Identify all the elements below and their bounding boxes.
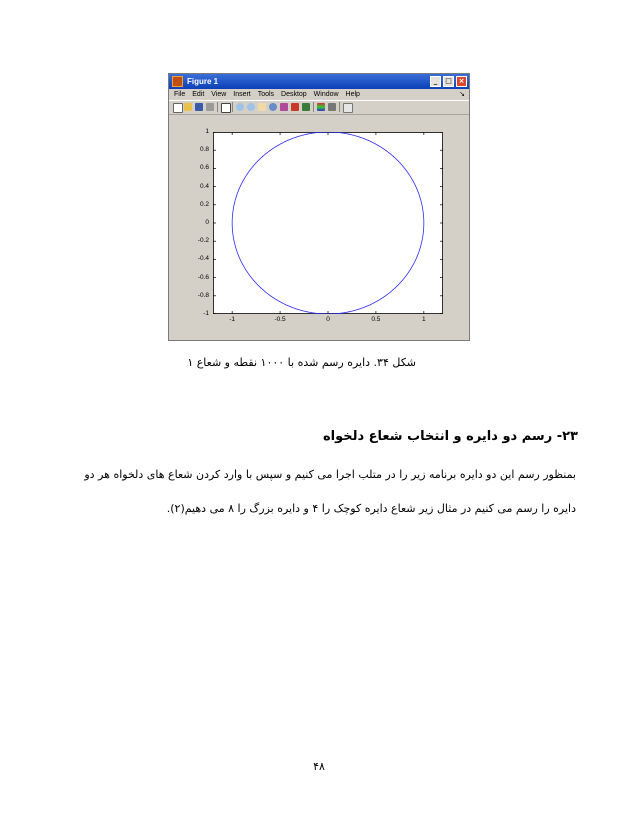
rotate-icon[interactable]: [269, 103, 277, 111]
plot-axes: [213, 132, 443, 314]
y-tick-label: 0.6: [199, 164, 209, 172]
plot-canvas: [213, 132, 443, 314]
dock-arrow-icon[interactable]: ↘: [459, 91, 465, 98]
y-tick-label: -0.6: [197, 273, 209, 281]
menu-insert[interactable]: Insert: [233, 91, 251, 98]
toolbar-separator: [313, 102, 314, 112]
y-tick-label: -1: [203, 310, 209, 317]
pointer-icon[interactable]: [221, 103, 231, 113]
menu-help[interactable]: Help: [345, 91, 360, 98]
colorbar-icon[interactable]: [317, 103, 325, 111]
link-icon[interactable]: [302, 103, 310, 111]
paragraph-line: دایره را رسم می کنیم در مثال زیر شعاع دایره کوچک را ۴ و دایره بزرگ را ۸ می دهیم(۲).: [166, 502, 576, 515]
page-number: ۴۸: [313, 760, 325, 773]
y-tick-label: 0.2: [199, 200, 209, 208]
save-icon[interactable]: [195, 103, 203, 111]
window-title-bar[interactable]: [169, 74, 469, 89]
y-tick-label: 0: [205, 219, 209, 226]
matlab-figure-window: [168, 73, 470, 341]
legend-icon[interactable]: [328, 103, 336, 111]
window-title: Figure 1: [187, 77, 219, 86]
new-figure-icon[interactable]: [173, 103, 183, 113]
y-tick-label: -0.2: [197, 237, 209, 245]
toolbar-separator: [217, 102, 218, 112]
menu-window[interactable]: Window: [313, 91, 339, 98]
pan-icon[interactable]: [258, 103, 266, 111]
toolbar-separator: [232, 102, 233, 112]
open-file-icon[interactable]: [184, 103, 192, 111]
y-tick-label: -0.8: [197, 291, 209, 299]
menu-file[interactable]: File: [174, 91, 186, 98]
zoom-out-icon[interactable]: [247, 103, 255, 111]
x-tick-label: 1: [422, 316, 426, 323]
print-icon[interactable]: [206, 103, 214, 111]
menu-view[interactable]: View: [211, 91, 227, 98]
menu-desktop[interactable]: Desktop: [281, 91, 307, 98]
y-tick-label: 1: [205, 128, 209, 135]
menu-bar: [169, 89, 469, 100]
brush-icon[interactable]: [291, 103, 299, 111]
y-tick-label: -0.4: [197, 255, 209, 263]
axes-frame: [214, 133, 443, 314]
figure-caption: شکل ۳۴. دایره رسم شده با ۱۰۰۰ نقطه و شعاع ۱: [187, 356, 416, 369]
zoom-in-icon[interactable]: [236, 103, 244, 111]
paragraph-line: بمنظور رسم این دو دایره برنامه زیر را در متلب اجرا می کنیم و سپس با وارد کردن شعاع های دلخواه هر دو: [84, 468, 576, 481]
section-heading: ۲۳- رسم دو دایره و انتخاب شعاع دلخواه: [322, 429, 578, 444]
minimize-button[interactable]: _: [430, 76, 441, 87]
maximize-button[interactable]: □: [443, 76, 454, 87]
x-tick-label: -1: [229, 316, 236, 323]
matlab-logo-icon: [172, 76, 183, 87]
x-tick-label: 0.5: [371, 316, 381, 323]
x-tick-label: 0: [326, 316, 330, 323]
circle-series-line: [232, 132, 424, 314]
menu-tools[interactable]: Tools: [257, 91, 275, 98]
figure-toolbar: [169, 100, 469, 115]
y-tick-label: 0.8: [199, 146, 209, 154]
menu-edit[interactable]: Edit: [192, 91, 205, 98]
data-cursor-icon[interactable]: [280, 103, 288, 111]
plot-tools-icon[interactable]: [343, 103, 353, 113]
x-tick-label: -0.5: [274, 316, 286, 323]
toolbar-separator: [339, 102, 340, 112]
close-button[interactable]: ×: [456, 76, 467, 87]
y-tick-label: 0.4: [199, 182, 209, 190]
